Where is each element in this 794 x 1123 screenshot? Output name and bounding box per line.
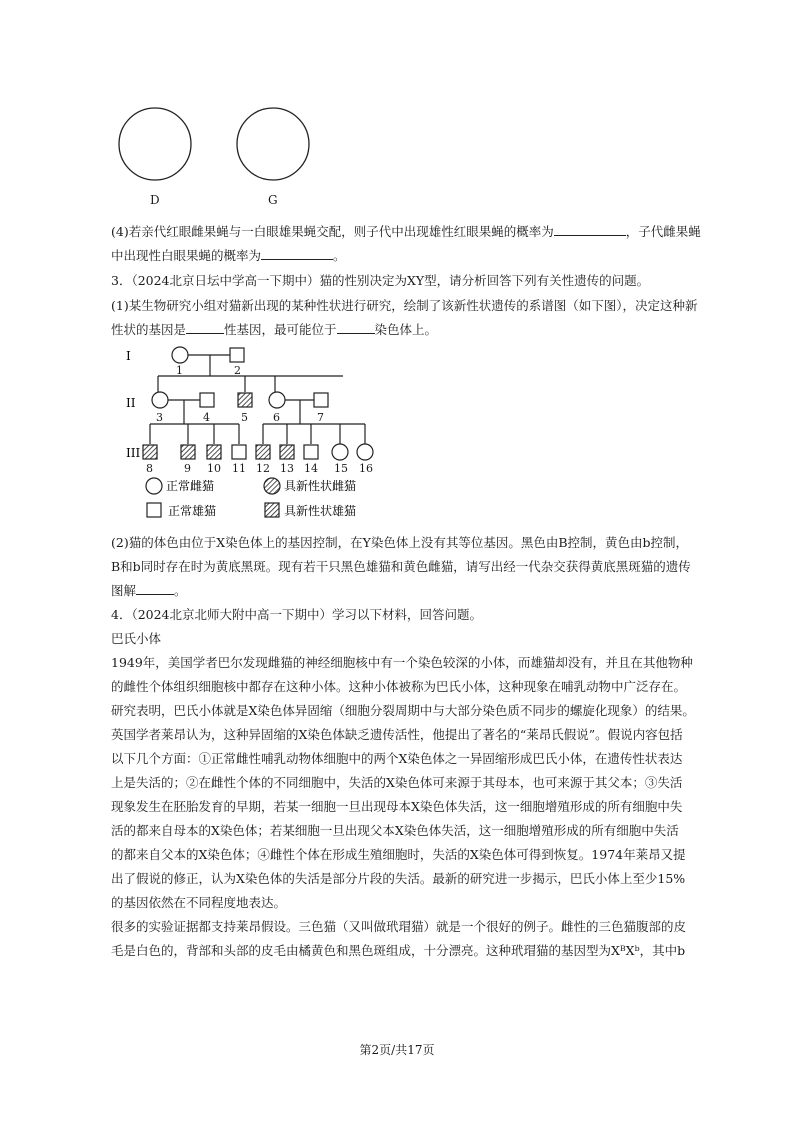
individual-number: 7: [317, 411, 324, 424]
individual-1-normal-female: [172, 347, 188, 363]
q4-text-a: (4)若亲代红眼雌果蝇与一白眼雄果蝇交配，则子代中出现雄性红眼果蝇的概率为: [111, 224, 554, 239]
cell-circles-figure: [110, 104, 330, 214]
individual-5-affected-male: [238, 393, 252, 407]
q3-1-line1: (1)某生物研究小组对猫新出现的某种性状进行研究，绘制了该新性状遗传的系谱图（如下图），决定这种新: [111, 298, 698, 313]
individual-14-normal-male: [304, 445, 318, 459]
individual-4-normal-male: [200, 393, 214, 407]
article-paragraph-line: 活的都来自母本的X染色体；若某细胞一旦出现父本X染色体失活，这一细胞增殖形成的所有细胞中失活: [111, 823, 679, 838]
individual-number: 6: [273, 411, 280, 424]
individual-8-affected-male: [143, 445, 157, 459]
individual-number: 14: [304, 462, 318, 475]
individual-number: 12: [256, 462, 270, 475]
article-paragraph-line: 研究表明，巴氏小体就是X染色体异固缩（细胞分裂周期中与大部分染色质不同步的螺旋化现象）的结果。: [111, 703, 695, 718]
individual-10-affected-male: [207, 445, 221, 459]
q3-2-line2: B和b同时存在时为黄底黑斑。现有若干只黑色雄猫和黄色雌猫，请写出经一代杂交获得黄底黑斑猫的遗传: [111, 559, 691, 574]
individual-number: 15: [334, 462, 348, 475]
generation-label-1: I: [126, 349, 131, 363]
q3-2-line3: [111, 583, 187, 599]
individual-11-normal-male: [232, 445, 246, 459]
individual-number: 9: [184, 462, 191, 475]
individual-15-normal-female: [332, 444, 348, 460]
individual-number: 11: [232, 462, 246, 475]
legend-normal-female-symbol: [146, 478, 162, 494]
article-paragraph-line: 现象发生在胚胎发育的早期，若某一细胞一旦出现母本X染色体失活，这一细胞增殖形成的所有细胞中失: [111, 799, 683, 814]
legend-affected-male-symbol: [265, 503, 279, 517]
article-paragraph-line: 的基因依然在不同程度地表达。: [111, 895, 287, 910]
legend-normal-male-symbol: [147, 503, 161, 517]
article-paragraph-line: 1949年，美国学者巴尔发现雌猫的神经细胞核中有一个染色较深的小体，而雄猫却没有，并且在其他物种: [111, 655, 693, 670]
q3-2-line1: (2)猫的体色由位于X染色体上的基因控制，在Y染色体上没有其等位基因。黑色由B控制，黄色由b控制，: [111, 535, 689, 550]
answer-blank[interactable]: [261, 248, 333, 260]
individual-number: 5: [241, 411, 248, 424]
individual-number: 4: [203, 411, 210, 424]
circle-d-label: D: [150, 193, 160, 207]
q3-1-text-a: 性状的基因是: [111, 322, 187, 337]
answer-blank[interactable]: [337, 322, 375, 334]
article-paragraph-line: 出了假说的修正，认为X染色体的失活是部分片段的失活。最新的研究进一步揭示，巴氏小体上至少15%: [111, 871, 686, 886]
page-footer: 第2页/共17页: [359, 1043, 435, 1057]
individual-number: 8: [146, 462, 153, 475]
legend-affected-male-label: 具新性状雄猫: [284, 504, 357, 518]
individual-13-affected-male: [280, 445, 294, 459]
individual-number: 2: [234, 364, 241, 377]
circle-g: [237, 108, 309, 180]
article-paragraph-line: 毛是白色的，背部和头部的皮毛由橘黄色和黑色斑组成，十分漂亮。这种玳瑁猫的基因型为XᴮXᵇ，其中b: [111, 943, 686, 958]
individual-number: 1: [176, 364, 183, 377]
answer-blank[interactable]: [554, 224, 626, 236]
legend-affected-female-label: 具新性状雌猫: [284, 479, 357, 493]
q3-1-line2: [111, 322, 437, 338]
individual-16-normal-female: [357, 444, 373, 460]
individual-number: 13: [280, 462, 294, 475]
q3-1-text-b: 性基因，最可能位于: [224, 322, 337, 337]
article-paragraph-line: 的雌性个体组织细胞核中都存在这种小体。这种小体被称为巴氏小体，这种现象在哺乳动物中广泛存在。: [111, 679, 687, 694]
answer-blank[interactable]: [136, 583, 174, 595]
circle-d: [119, 108, 191, 180]
q4-line2: [111, 248, 346, 264]
article-paragraph-line: 以下几个方面：①正常雌性哺乳动物体细胞中的两个X染色体之一异固缩形成巴氏小体，在遗传性状表达: [111, 751, 683, 766]
q3-1-text-c: 染色体上。: [374, 322, 438, 337]
legend-normal-female-label: 正常雌猫: [166, 479, 215, 493]
article-paragraph-line: 上是失活的；②在雌性个体的不同细胞中，失活的X染色体可来源于其母本，也可来源于其父本；③失活: [111, 775, 683, 790]
q4-text-c: 中出现性白眼果蝇的概率为: [111, 248, 262, 263]
article-paragraph-line: 很多的实验证据都支持莱昂假设。三色猫（又叫做玳瑁猫）就是一个很好的例子。雌性的三色猫腹部的皮: [111, 919, 687, 934]
q4-text-end: 。: [333, 248, 346, 263]
individual-number: 16: [359, 462, 373, 475]
q3-2-end: 。: [174, 583, 187, 598]
pedigree-chart: [110, 340, 390, 530]
article-title: 巴氏小体: [111, 631, 162, 646]
individual-number: 3: [156, 411, 163, 424]
circle-g-label: G: [268, 193, 278, 207]
q4-line1: [111, 224, 701, 240]
q4-title: 4．（2024北京北师大附中高一下期中）学习以下材料，回答问题。: [111, 607, 483, 622]
article-paragraph-line: 英国学者莱昂认为，这种异固缩的X染色体缺乏遗传活性，他提出了著名的“莱昂氏假说”。假说内容包括: [111, 727, 683, 742]
individual-12-affected-male: [256, 445, 270, 459]
individual-9-affected-male: [181, 445, 195, 459]
individual-number: 10: [207, 462, 221, 475]
generation-label-3: III: [126, 446, 141, 460]
generation-label-2: II: [126, 396, 136, 410]
legend-normal-male-label: 正常雄猫: [168, 504, 217, 518]
q3-title: 3．（2024北京日坛中学高一下期中）猫的性别决定为XY型，请分析回答下列有关性遗传的问题。: [111, 273, 650, 288]
q3-2-text: 图解: [111, 583, 137, 598]
q4-text-b: ，子代雌果蝇: [625, 224, 701, 239]
individual-2-normal-male: [230, 348, 244, 362]
answer-blank[interactable]: [186, 322, 224, 334]
article-paragraph-line: 的都来自父本的X染色体；④雌性个体在形成生殖细胞时，失活的X染色体可得到恢复。1974年莱昂又提: [111, 847, 686, 862]
legend-affected-female-symbol: [264, 478, 280, 494]
individual-7-normal-male: [314, 393, 328, 407]
individual-6-normal-female: [269, 392, 285, 408]
individual-3-normal-female: [152, 392, 168, 408]
